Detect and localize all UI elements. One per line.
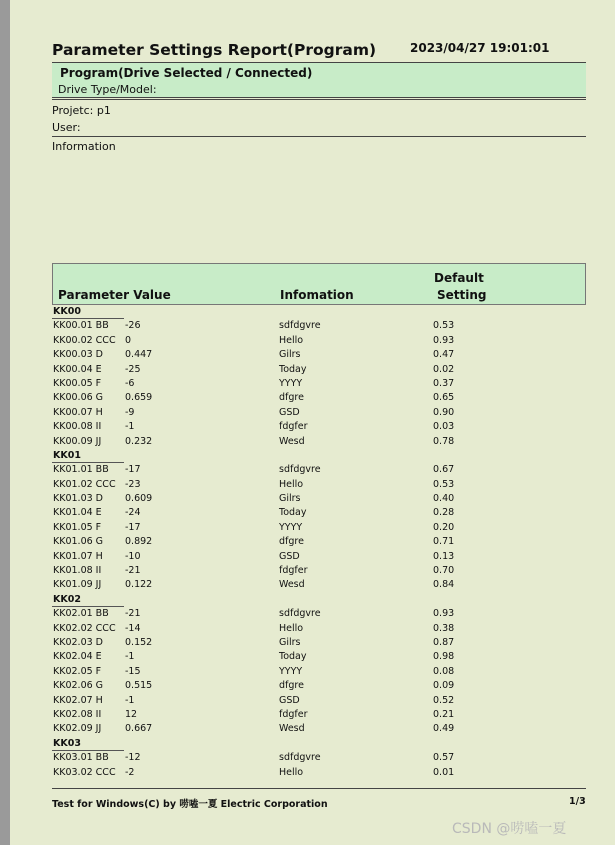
table-row: [52, 492, 586, 506]
param-value: -1: [125, 694, 135, 706]
param-default: 0.49: [433, 723, 455, 735]
table-row: [52, 751, 586, 765]
param-info: Gilrs: [279, 493, 301, 505]
param-value: -21: [125, 608, 141, 620]
param-info: Hello: [279, 766, 304, 778]
report-page: [10, 0, 615, 845]
group-header: KK02: [52, 593, 586, 607]
param-value: 0.609: [125, 493, 153, 505]
header-information: Infomation: [280, 288, 354, 302]
param-name: KK01.09 JJ: [53, 579, 102, 591]
param-default: 0.57: [433, 752, 455, 764]
param-value: 0.152: [125, 636, 153, 648]
user-label: User:: [52, 121, 81, 134]
param-info: YYYY: [279, 665, 303, 677]
header-parameter-value: Parameter Value: [58, 288, 171, 302]
group-header: KK01: [52, 449, 586, 463]
param-name: KK02.04 E: [53, 651, 102, 663]
param-info: Wesd: [279, 579, 305, 591]
watermark: CSDN @唠嗑一夏: [452, 821, 567, 837]
table-row: [52, 694, 586, 708]
param-info: Hello: [279, 478, 304, 490]
param-info: sdfdgvre: [279, 752, 321, 764]
param-name: KK01.05 F: [53, 521, 102, 533]
param-info: Gilrs: [279, 349, 301, 361]
param-value: 0.515: [125, 680, 153, 692]
param-default: 0.37: [433, 377, 455, 389]
table-row: [52, 420, 586, 434]
header-setting: Setting: [437, 288, 487, 302]
left-margin-strip: [0, 0, 10, 845]
param-name: KK00.03 D: [53, 349, 103, 361]
param-value: -9: [125, 406, 135, 418]
param-name: KK00.09 JJ: [53, 435, 102, 447]
param-default: 0.70: [433, 565, 455, 577]
param-name: KK02.05 F: [53, 665, 102, 677]
program-divider: [52, 99, 586, 100]
param-info: Hello: [279, 334, 304, 346]
param-info: fdgfer: [279, 565, 308, 577]
table-row: [52, 679, 586, 693]
param-info: Today: [279, 363, 307, 375]
param-default: 0.53: [433, 320, 455, 332]
param-info: dfgre: [279, 536, 304, 548]
param-name: KK02.01 BB: [53, 608, 109, 620]
param-name: KK00.06 G: [53, 392, 104, 404]
meta-divider: [52, 136, 586, 137]
table-row: [52, 607, 586, 621]
param-value: 12: [125, 708, 138, 720]
param-default: 0.20: [433, 521, 455, 533]
param-value: 0.659: [125, 392, 153, 404]
param-default: 0.02: [433, 363, 455, 375]
param-default: 0.78: [433, 435, 455, 447]
param-name: KK02.08 II: [53, 708, 102, 720]
group-header: KK03: [52, 737, 586, 751]
param-default: 0.65: [433, 392, 455, 404]
table-row: [52, 348, 586, 362]
param-default: 0.71: [433, 536, 455, 548]
param-name: KK02.03 D: [53, 636, 103, 648]
footer-divider: [52, 788, 586, 789]
param-value: -6: [125, 377, 135, 389]
table-row: [52, 564, 586, 578]
table-row: [52, 391, 586, 405]
param-info: sdfdgvre: [279, 464, 321, 476]
table-row: [52, 521, 586, 535]
param-info: GSD: [279, 406, 300, 418]
table-row: [52, 650, 586, 664]
drive-type-label: Drive Type/Model:: [58, 83, 157, 96]
param-info: Wesd: [279, 723, 305, 735]
param-name: KK00.02 CCC: [53, 334, 116, 346]
project-label: Projetc: p1: [52, 104, 111, 117]
param-name: KK02.06 G: [53, 680, 104, 692]
param-name: KK03.01 BB: [53, 752, 109, 764]
param-default: 0.08: [433, 665, 455, 677]
param-default: 0.90: [433, 406, 455, 418]
param-info: Gilrs: [279, 636, 301, 648]
table-row: [52, 535, 586, 549]
param-name: KK00.07 H: [53, 406, 103, 418]
param-info: dfgre: [279, 680, 304, 692]
table-row: [52, 334, 586, 348]
table-row: [52, 722, 586, 736]
param-info: Today: [279, 651, 307, 663]
param-default: 0.21: [433, 708, 455, 720]
param-default: 0.93: [433, 608, 455, 620]
param-value: -23: [125, 478, 141, 490]
param-value: -1: [125, 421, 135, 433]
table-header: [52, 263, 586, 305]
page-number: 1/3: [569, 796, 586, 807]
param-name: KK01.03 D: [53, 493, 103, 505]
table-row: [52, 435, 586, 449]
table-row: [52, 550, 586, 564]
param-name: KK00.04 E: [53, 363, 102, 375]
table-row: [52, 478, 586, 492]
param-default: 0.09: [433, 680, 455, 692]
param-value: -2: [125, 766, 135, 778]
param-value: 0: [125, 334, 132, 346]
param-default: 0.13: [433, 550, 455, 562]
param-default: 0.01: [433, 766, 455, 778]
table-row: [52, 578, 586, 592]
param-value: 0.667: [125, 723, 153, 735]
param-name: KK00.05 F: [53, 377, 102, 389]
param-info: sdfdgvre: [279, 320, 321, 332]
table-row: [52, 766, 586, 780]
param-name: KK01.02 CCC: [53, 478, 116, 490]
param-value: -21: [125, 565, 141, 577]
param-name: KK01.06 G: [53, 536, 104, 548]
param-value: -25: [125, 363, 141, 375]
table-row: [52, 363, 586, 377]
param-default: 0.47: [433, 349, 455, 361]
group-header: KK00: [52, 305, 586, 319]
param-name: KK01.07 H: [53, 550, 103, 562]
table-row: [52, 665, 586, 679]
param-name: KK00.08 II: [53, 421, 102, 433]
param-default: 0.93: [433, 334, 455, 346]
param-default: 0.40: [433, 493, 455, 505]
table-row: [52, 622, 586, 636]
param-info: Today: [279, 507, 307, 519]
param-info: GSD: [279, 550, 300, 562]
param-default: 0.67: [433, 464, 455, 476]
param-name: KK02.07 H: [53, 694, 103, 706]
param-default: 0.84: [433, 579, 455, 591]
param-info: fdgfer: [279, 421, 308, 433]
table-row: [52, 377, 586, 391]
table-row: [52, 636, 586, 650]
param-value: -17: [125, 464, 141, 476]
param-default: 0.53: [433, 478, 455, 490]
param-value: -17: [125, 521, 141, 533]
param-info: Hello: [279, 622, 304, 634]
param-info: Wesd: [279, 435, 305, 447]
program-title: Program(Drive Selected / Connected): [60, 66, 313, 80]
table-row: [52, 506, 586, 520]
param-name: KK01.04 E: [53, 507, 102, 519]
param-value: -24: [125, 507, 141, 519]
param-value: 0.232: [125, 435, 153, 447]
report-datetime: 2023/04/27 19:01:01: [410, 41, 550, 55]
param-default: 0.28: [433, 507, 455, 519]
header-default: Default: [434, 271, 484, 285]
param-default: 0.98: [433, 651, 455, 663]
param-value: -14: [125, 622, 141, 634]
param-default: 0.52: [433, 694, 455, 706]
param-default: 0.87: [433, 636, 455, 648]
param-value: -26: [125, 320, 141, 332]
report-title: Parameter Settings Report(Program): [52, 41, 377, 59]
param-value: 0.447: [125, 349, 153, 361]
param-name: KK01.08 II: [53, 565, 102, 577]
param-info: dfgre: [279, 392, 304, 404]
param-name: KK02.02 CCC: [53, 622, 116, 634]
param-info: YYYY: [279, 521, 303, 533]
param-name: KK02.09 JJ: [53, 723, 102, 735]
param-name: KK01.01 BB: [53, 464, 109, 476]
param-value: 0.892: [125, 536, 153, 548]
param-value: -10: [125, 550, 141, 562]
param-info: YYYY: [279, 377, 303, 389]
program-header-box: [52, 62, 586, 98]
param-default: 0.38: [433, 622, 455, 634]
param-default: 0.03: [433, 421, 455, 433]
param-info: sdfdgvre: [279, 608, 321, 620]
table-row: [52, 463, 586, 477]
parameter-table-body: [52, 305, 586, 780]
param-value: -12: [125, 752, 141, 764]
param-value: -15: [125, 665, 141, 677]
footer-copyright: Test for Windows(C) by 唠嗑一夏 Electric Corporation: [52, 799, 328, 810]
table-row: [52, 708, 586, 722]
param-value: -1: [125, 651, 135, 663]
information-label: Information: [52, 140, 116, 153]
param-info: fdgfer: [279, 708, 308, 720]
param-name: KK03.02 CCC: [53, 766, 116, 778]
table-row: [52, 406, 586, 420]
param-value: 0.122: [125, 579, 153, 591]
param-info: GSD: [279, 694, 300, 706]
table-row: [52, 319, 586, 333]
param-name: KK00.01 BB: [53, 320, 109, 332]
